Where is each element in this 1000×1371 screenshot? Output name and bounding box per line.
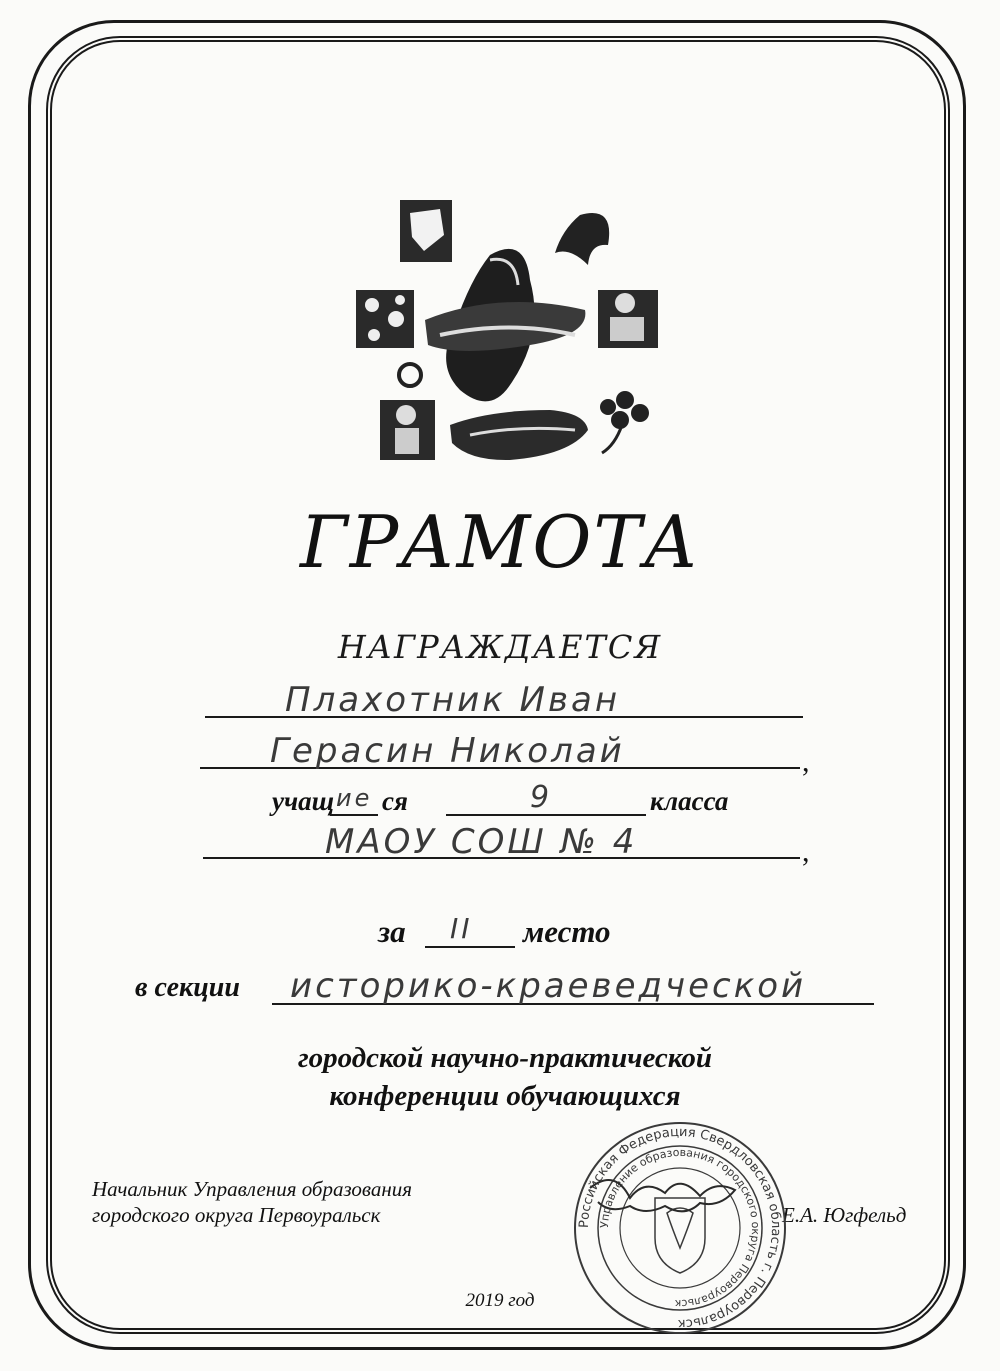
student-prefix: учащ [272, 786, 335, 816]
awarded-label: НАГРАЖДАЕТСЯ [337, 628, 663, 666]
student-suffix: ся [382, 786, 408, 816]
signer-name: Е.А. Югфельд [782, 1203, 907, 1227]
leaf-icon [555, 213, 609, 265]
clover-icon [600, 391, 649, 453]
conference-line-2: конференции обучающихся [329, 1080, 681, 1112]
place-suffix: место [523, 914, 611, 949]
school-name: МАОУ СОШ № 4 [325, 822, 638, 862]
stamp-outer-text: Российская Федерация Свердловская область г. Первоуральск [576, 1124, 784, 1332]
place-underline [425, 946, 515, 948]
comma-1: , [802, 745, 810, 778]
year: 2019 год [465, 1290, 535, 1311]
recipient-name-2: Герасин Николай [270, 731, 625, 771]
grade-label: класса [650, 786, 729, 816]
emblem-illustration [340, 185, 670, 475]
stamp-inner-text: Управление образования городского округа Первоуральск [597, 1145, 763, 1311]
grade-value: 9 [530, 780, 553, 815]
certificate-title: ГРАМОТА [300, 500, 700, 584]
signer-position-line-2: городского округа Первоуральск [92, 1203, 381, 1227]
conference-line-1: городской научно-практической [297, 1042, 713, 1074]
ring-icon [399, 364, 421, 386]
student-ending: ие [336, 784, 373, 812]
student-ending-underline [330, 814, 378, 816]
recipient-name-1: Плахотник Иван [285, 680, 621, 720]
pattern-square-icon [356, 290, 414, 348]
comma-2: , [802, 835, 810, 868]
section-prefix: в секции [135, 972, 240, 1003]
section-name: историко-краеведческой [290, 966, 807, 1006]
place-prefix: за [378, 914, 406, 949]
signer-position-line-1: Начальник Управления образования [92, 1177, 413, 1201]
place-value: II [450, 912, 473, 945]
coat-of-arms-icon [655, 1198, 705, 1273]
